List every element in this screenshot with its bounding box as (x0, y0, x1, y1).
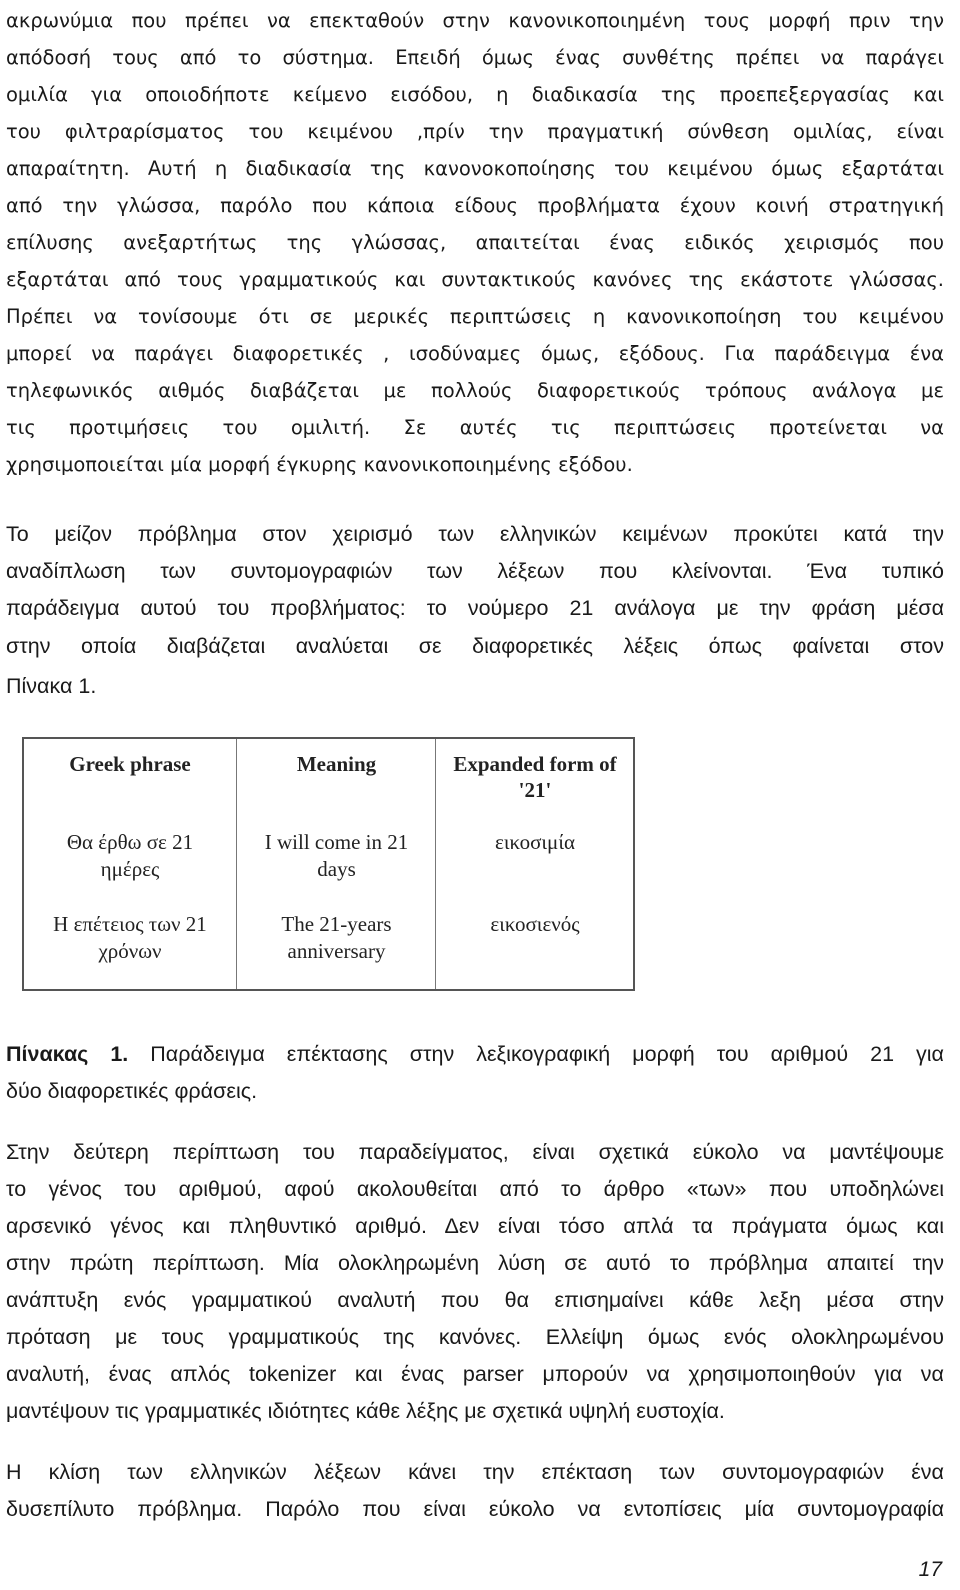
text-line: ακρωνύμια που πρέπει να επεκταθούν στην κανονικοποιημένη τους μορφή πριν την (6, 9, 944, 32)
caption-label: Πίνακας 1. (6, 1042, 129, 1066)
text-line: το γένος του αριθμού, αφού ακολουθείται από το άρθρο «των» που υποδηλώνει (6, 1177, 944, 1201)
table-cell: I will come in 21 days (264, 830, 409, 881)
text-line: αναλυτή, ένας απλός tokenizer και ένας parser μπορούν να χρησιμοποιηθούν για να (6, 1362, 944, 1386)
text-line: εξαρτάται από τους γραμματικούς και συντακτικούς κανόνες της εκάστοτε γλώσσας. (6, 268, 944, 291)
text-line: στην οποία διαβάζεται αναλύεται σε διαφορετικές λέξεις όπως φαίνεται στον (6, 634, 944, 658)
table-cell: εικοσιενός (490, 912, 580, 936)
text-line: Η κλίση των ελληνικών λέξεων κάνει την επέκταση των συντομογραφιών ένα (6, 1460, 944, 1484)
table-cell: Θα έρθω σε 21 ημέρες (66, 830, 194, 881)
text-line: αναδίπλωση των συντομογραφιών των λέξεων που κλείνονται. Ένα τυπικό (6, 559, 944, 583)
text-line: μπορεί να παράγει διαφορετικές , ισοδύναμες όμως, εξόδους. Για παράδειγμα ένα (6, 342, 944, 365)
text-line: από την γλώσσα, παρόλο που κάποια είδους προβλήματα έχουν κοινή στρατηγική (6, 194, 944, 217)
text-line: παράδειγμα αυτού του προβλήματος: το νούμερο 21 ανάλογα με την φράση μέσα (6, 596, 944, 620)
text-line: μαντέψουν τις γραμματικές ιδιότητες κάθε λέξης με σχετικά υψηλή ευστοχία. (6, 1399, 725, 1423)
text-line: ανάπτυξη ενός γραμματικού αναλυτή που θα επισημαίνει κάθε λεξη μέσα στην (6, 1288, 944, 1312)
text-line: χρησιμοποιείται μία μορφή έγκυρης κανονικοποιημένης εξόδου. (6, 453, 633, 476)
text-line: Το μείζον πρόβλημα στον χειρισμό των ελληνικών κειμένων προκύτει κατά την (6, 522, 944, 546)
table-column-greek-phrase (24, 739, 236, 989)
text-line: τηλεφωνικός αιθμός διαβάζεται με πολλούς διαφορετικούς τρόπους ανάλογα με (6, 379, 944, 402)
table-column-meaning (236, 739, 436, 989)
text-line: Στην δεύτερη περίπτωση του παραδείγματος, είναι σχετικά εύκολο να μαντέψουμε (6, 1140, 944, 1164)
text-line: ομιλία για οποιοδήποτε κείμενο εισόδου, η διαδικασία της προεπεξεργασίας και (6, 83, 944, 106)
text-line: αρσενικό γένος και πληθυντικό αριθμό. Δεν είναι τόσο απλά τα πράγματα όμως και (6, 1214, 944, 1238)
caption-text: Παράδειγμα επέκτασης στην λεξικογραφική μορφή του αριθμού 21 για (128, 1042, 944, 1066)
example-table (22, 737, 635, 991)
page-number: 17 (918, 1558, 942, 1581)
text-line: Πρέπει να τονίσουμε ότι σε μερικές περιπτώσεις η κανονικοποίηση του κειμένου (6, 305, 944, 328)
text-line: Πίνακα 1. (6, 674, 97, 698)
table-header: Expanded form of '21' (453, 752, 617, 802)
text-line: απαραίτητη. Αυτή η διαδικασία της κανονοκοποίησης του κειμένου όμως εξαρτάται (6, 157, 944, 180)
table-column-expanded-form (435, 739, 634, 989)
text-line: του φιλτραρίσματος του κειμένου ,πρίν την πραγματική σύνθεση ομιλίας, είναι (6, 120, 944, 143)
table-header: Greek phrase (69, 752, 191, 776)
table-cell: εικοσιμία (495, 830, 575, 854)
caption-line (6, 1037, 944, 1071)
table-cell: The 21-years anniversary (281, 912, 392, 963)
table-cell: Η επέτειος των 21 χρόνων (53, 912, 207, 963)
text-line: δυσεπίλυτο πρόβλημα. Παρόλο που είναι εύκολο να εντοπίσεις μία συντομογραφία (6, 1497, 944, 1521)
table-header: Meaning (296, 752, 377, 776)
text-line: επίλυσης ανεξαρτήτως της γλώσσας, απαιτείται ένας ειδικός χειρισμός που (6, 231, 944, 254)
text-line: πρόταση με τους γραμματικούς της κανόνες. Ελλείψη όμως ενός ολοκληρωμένου (6, 1325, 944, 1349)
text-line: απόδοσή τους από το σύστημα. Επειδή όμως ένας συνθέτης πρέπει να παράγει (6, 46, 944, 69)
text-line: τις προτιμήσεις του ομιλιτή. Σε αυτές τις περιπτώσεις προτείνεται να (6, 416, 944, 439)
text-line: στην πρώτη περίπτωση. Μία ολοκληρωμένη λύση σε αυτό το πρόβλημα απαιτεί την (6, 1251, 944, 1275)
caption-line: δύο διαφορετικές φράσεις. (6, 1079, 258, 1103)
